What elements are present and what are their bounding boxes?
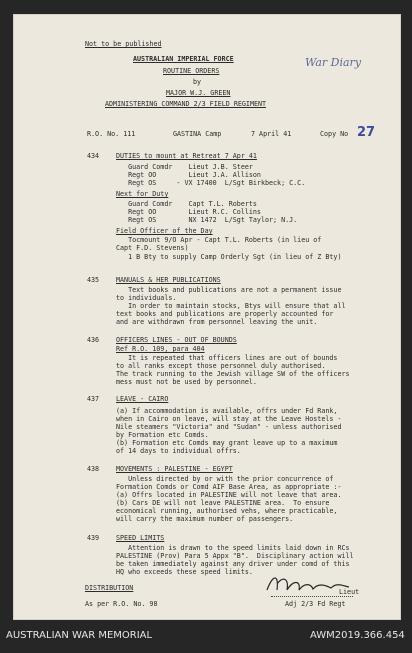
force-title: AUSTRALIAN IMPERIAL FORCE <box>133 55 234 63</box>
distribution-text: As per R.O. No. 98 <box>85 600 158 608</box>
officer-name: MAJOR W.J. GREEN <box>166 89 231 97</box>
command-title: ADMINISTERING COMMAND 2/3 FIELD REGIMENT <box>105 100 267 108</box>
footer-credit: AUSTRALIAN WAR MEMORIAL <box>6 630 153 641</box>
section-line: to individuals. <box>116 294 177 302</box>
section-number: 437 <box>87 395 100 403</box>
section-line: Guard Comdr Capt T.L. Roberts <box>116 200 257 208</box>
orders-title: ROUTINE ORDERS <box>163 67 220 75</box>
section-title: SPEED LIMITS <box>116 534 165 542</box>
section-line: of 14 days to individual offrs. <box>116 447 241 455</box>
section-number: 436 <box>87 336 100 344</box>
section-line: It is repeated that officers lines are out of bounds <box>116 354 338 362</box>
footer-bar <box>0 620 412 653</box>
footer-accession: AWM2019.366.454 <box>310 630 405 641</box>
section-line: The track running to the Jewish village SW of the officers <box>116 370 350 378</box>
section-line: PALESTINE (Prov) Para 5 Appx "B". Disciplinary action will <box>116 552 354 560</box>
section-line: Unless directed by or with the prior concurrence of <box>116 475 334 483</box>
section-line: Next for Duty <box>116 190 169 198</box>
signature-line <box>271 596 353 597</box>
section-line: (b) Cars DE will not leave PALESTINE area. To ensure <box>116 499 330 507</box>
section-line: be taken immediately against any driver under comd of this <box>116 560 350 568</box>
section-line: Tocmount 9/O Apr - Capt T.L. Roberts (in lieu of <box>116 236 322 244</box>
section-title: LEAVE - CAIRO <box>116 395 169 403</box>
signature-rank: Lieut <box>339 588 360 596</box>
section-title: DUTIES to mount at Retreat 7 Apr 41 <box>116 152 257 160</box>
section-number: 434 <box>87 152 100 160</box>
section-title: MANUALS & HER PUBLICATIONS <box>116 276 221 284</box>
document-page <box>13 14 401 620</box>
section-line: Guard Comdr Lieut J.B. Steer <box>116 163 253 171</box>
section-line: Nile steamers "Victoria" and "Sudan" - unless authorised <box>116 423 342 431</box>
section-line: by Formation etc Comds. <box>116 431 209 439</box>
section-line: (a) Offrs located in PALESTINE will not leave that area. <box>116 491 342 499</box>
section-line: when in Cairo on leave, will stay at the Leave Hostels - <box>116 415 342 423</box>
section-line: (a) If accommodation is available, offrs under Fd Rank, <box>116 407 338 415</box>
copy-label: Copy No <box>320 130 349 138</box>
section-line: economical running, authorised vehs, where practicable, <box>116 507 338 515</box>
section-line: Attention is drawn to the speed limits laid down in RCs <box>116 544 350 552</box>
order-date: 7 April 41 <box>251 130 292 138</box>
not-published-label: Not to be published <box>85 40 162 48</box>
section-line: Regt OS - VX 17400 L/Sgt Birkbeck; C.C. <box>116 179 306 187</box>
section-line: Field Officer of the Day <box>116 227 213 235</box>
ro-number: R.O. No. 111 <box>87 130 136 138</box>
section-line: to all ranks except those personnel duly authorised. <box>116 362 326 370</box>
section-number: 435 <box>87 276 100 284</box>
section-line: Capt F.D. Stevens) <box>116 244 189 252</box>
section-line: and are withdrawn from personnel leaving the unit. <box>116 318 318 326</box>
section-line: In order to maintain stocks, Btys will ensure that all <box>116 302 346 310</box>
handwritten-annotation: War Diary <box>305 56 362 69</box>
section-title: MOVEMENTS : PALESTINE - EGYPT <box>116 465 233 473</box>
section-line: 1 B Bty to supply Camp Orderly Sgt (in lieu of Z Bty) <box>116 253 342 261</box>
section-line: text books and publications are properly accounted for <box>116 310 334 318</box>
section-line: Ref R.O. 109, para 404 <box>116 345 205 353</box>
distribution-label: DISTRIBUTION <box>85 584 134 592</box>
section-line: (b) Formation etc Comds may grant leave up to a maximum <box>116 439 338 447</box>
copy-number: 27 <box>357 125 376 140</box>
section-title: OFFICERS LINES - OUT OF BOUNDS <box>116 336 237 344</box>
section-line: HQ who exceeds these speed limits. <box>116 568 253 576</box>
camp-name: GASTINA Camp <box>173 130 222 138</box>
section-number: 438 <box>87 465 100 473</box>
signature-unit: Adj 2/3 Fd Regt <box>285 600 346 608</box>
section-line: will carry the maximum number of passengers. <box>116 515 294 523</box>
section-line: Formation Comds or Comd AIF Base Area, as appropriate :- <box>116 483 342 491</box>
by-label: by <box>193 78 202 86</box>
section-line: Regt OO Lieut R.C. Collins <box>116 208 261 216</box>
section-line: Regt OS NX 1472 L/Sgt Taylor; N.J. <box>116 216 298 224</box>
section-number: 439 <box>87 534 100 542</box>
section-line: mess must not be used by personnel. <box>116 378 257 386</box>
section-line: Regt OO Lieut J.A. Allison <box>116 171 261 179</box>
section-line: Text books and publications are not a permanent issue <box>116 286 342 294</box>
